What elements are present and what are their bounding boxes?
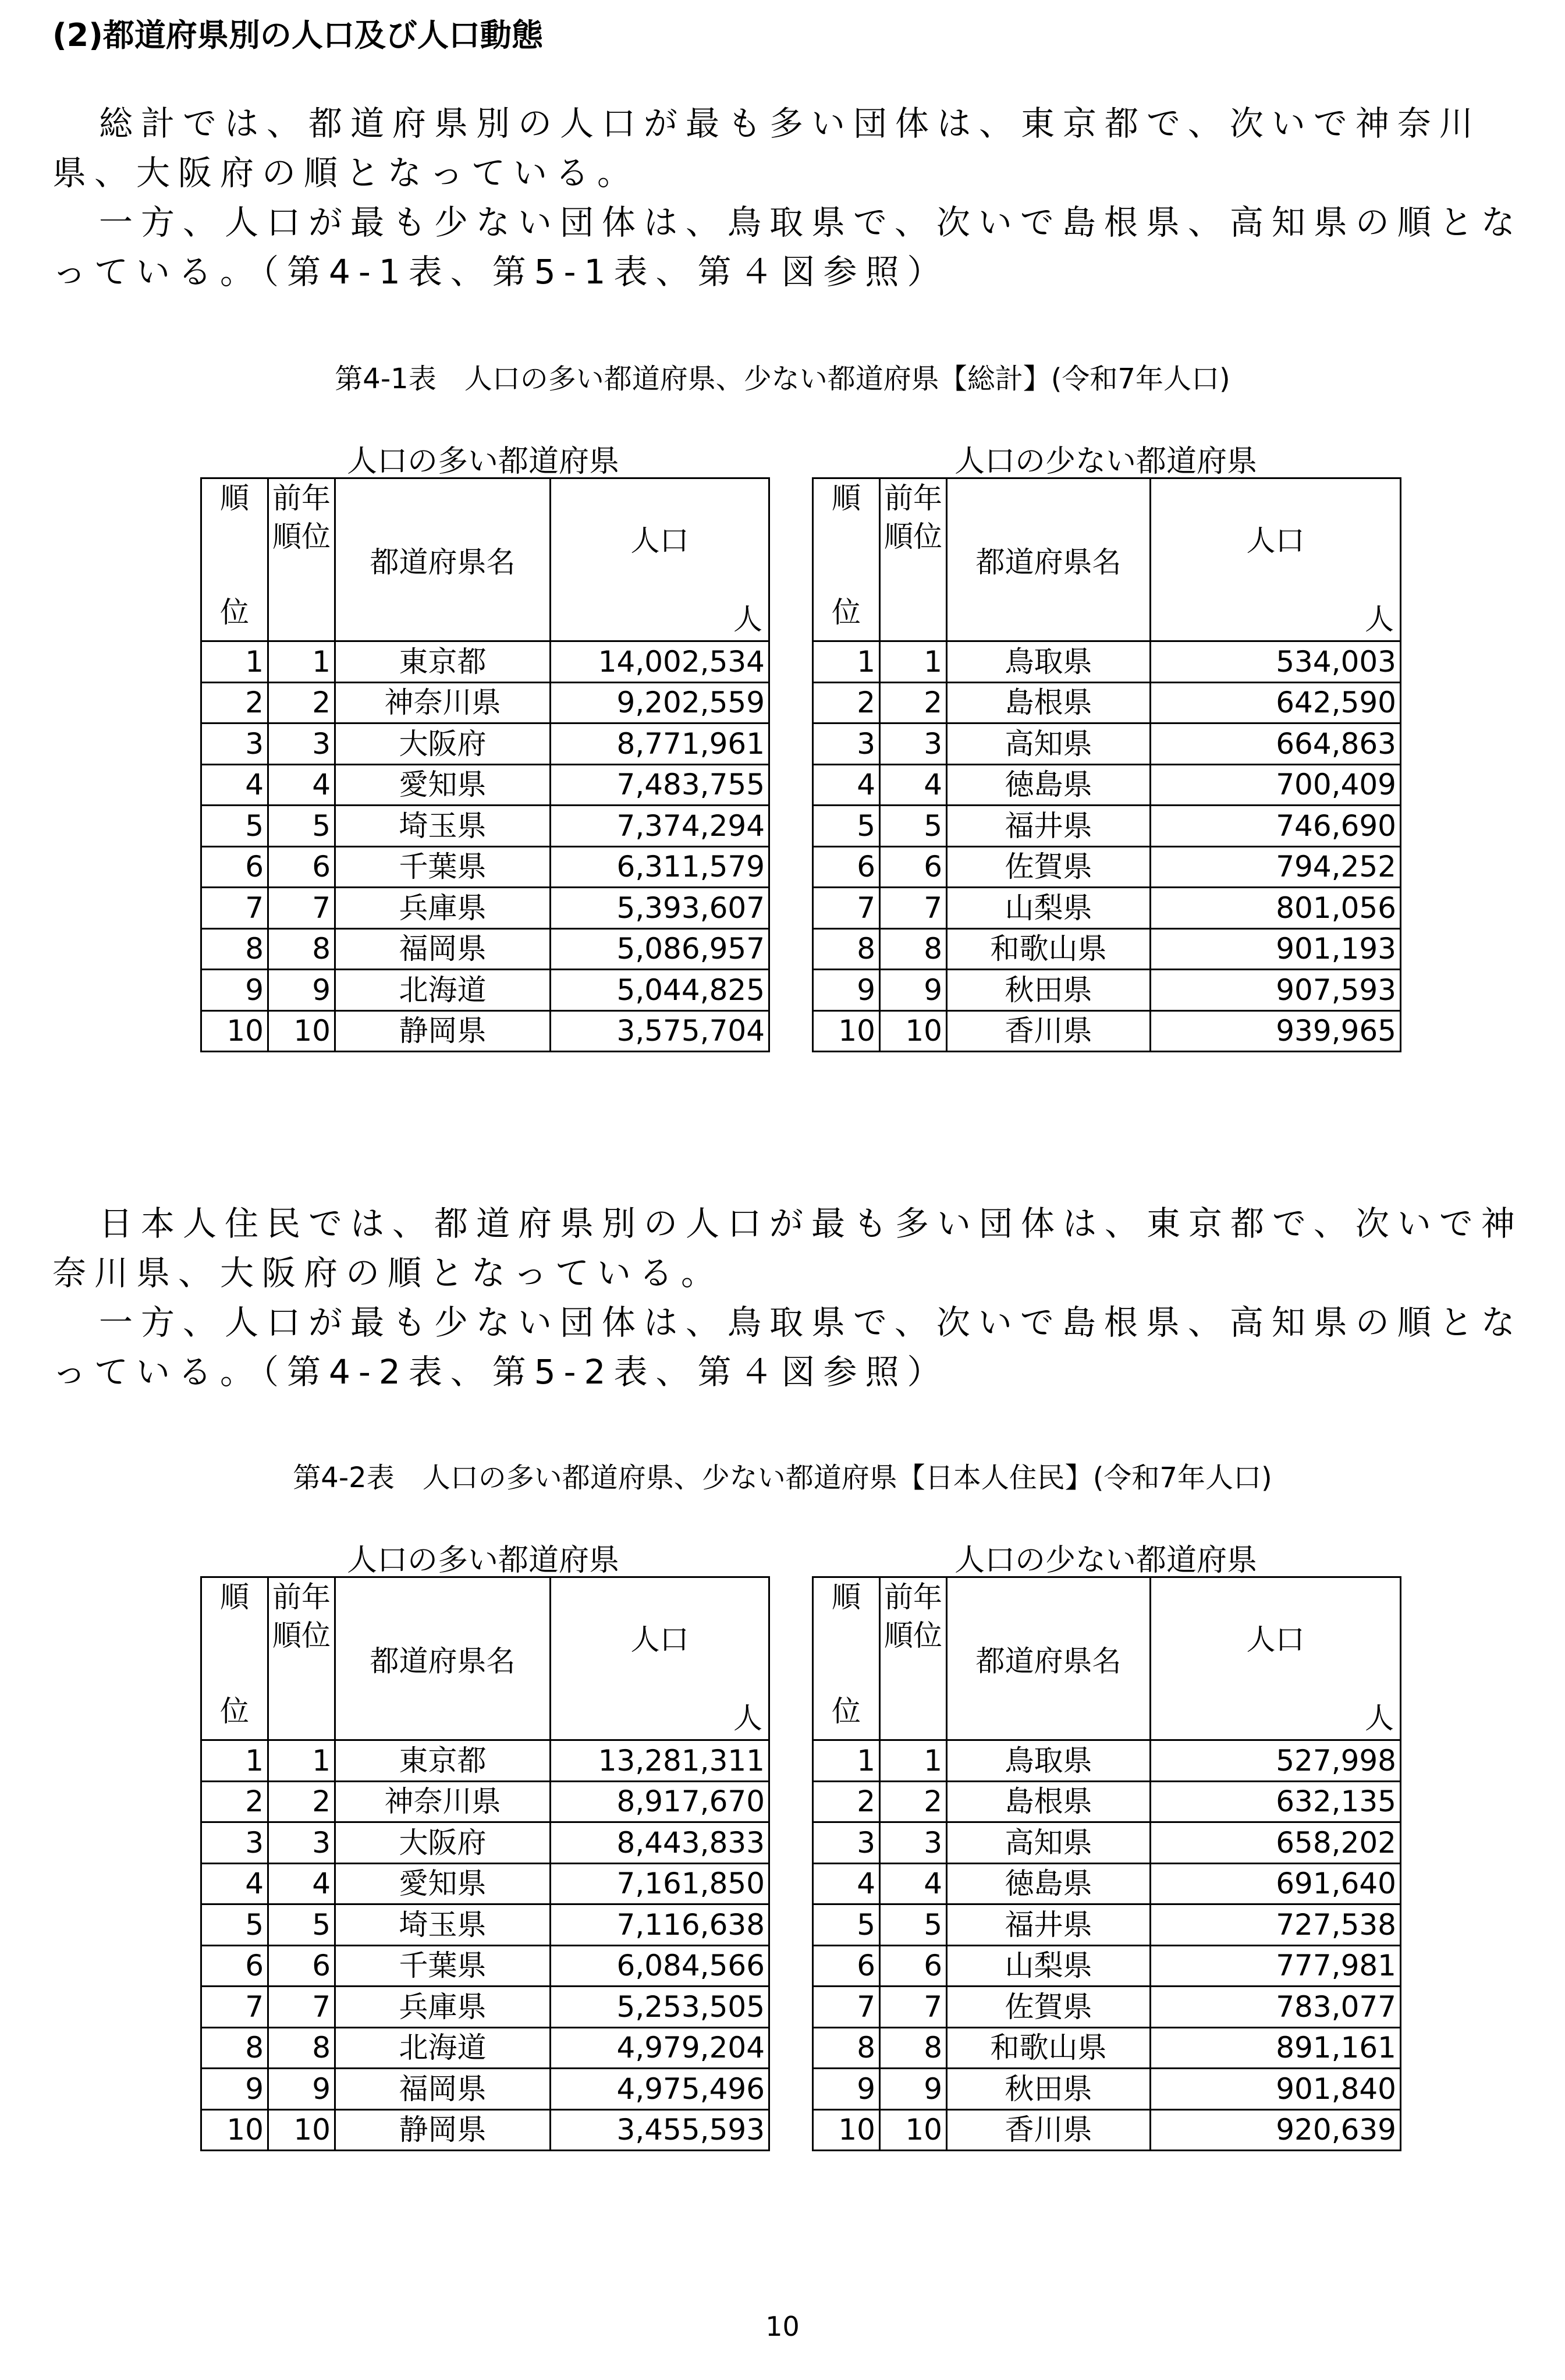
prev-rank-cell: 3 <box>268 1822 335 1864</box>
pref-name-header: 都道府県名 <box>947 1577 1151 1740</box>
rank-header-top: 順 <box>220 1580 249 1614</box>
prev-rank-cell: 7 <box>880 888 947 929</box>
population-cell: 5,044,825 <box>551 970 769 1011</box>
rank-cell: 10 <box>813 1010 880 1052</box>
rank-cell: 2 <box>201 682 268 723</box>
pref-name-cell: 高知県 <box>947 723 1151 765</box>
rank-cell: 10 <box>813 2109 880 2151</box>
population-cell: 9,202,559 <box>551 682 769 723</box>
rank-cell: 5 <box>201 1904 268 1946</box>
table-row <box>201 2069 769 2110</box>
population-cell: 920,639 <box>1151 2109 1401 2151</box>
prev-rank-cell: 6 <box>880 1945 947 1987</box>
prev-rank-cell: 2 <box>880 1781 947 1822</box>
table-row <box>813 682 1401 723</box>
population-cell: 7,374,294 <box>551 806 769 847</box>
population-cell: 14,002,534 <box>551 641 769 683</box>
population-cell: 8,443,833 <box>551 1822 769 1864</box>
pref-name-cell: 福岡県 <box>335 2069 551 2110</box>
population-cell: 901,193 <box>1151 928 1401 970</box>
rank-cell: 8 <box>813 928 880 970</box>
population-header-label: 人口 <box>1246 524 1305 558</box>
population-cell: 658,202 <box>1151 1822 1401 1864</box>
section2-text <box>52 1199 1542 1397</box>
table-row <box>201 723 769 765</box>
pref-name-cell: 愛知県 <box>335 1863 551 1904</box>
population-cell: 691,640 <box>1151 1863 1401 1904</box>
section1-para2: 一方、人口が最も少ない団体は、鳥取県で、次いで島根県、高知県の順となっている。（第4-1表、第5-1表、第４図参照） <box>52 203 1523 292</box>
table-row <box>201 2109 769 2151</box>
pref-name-cell: 島根県 <box>947 682 1151 723</box>
rank-cell: 2 <box>813 1781 880 1822</box>
pref-name-cell: 東京都 <box>335 1740 551 1782</box>
prev-rank-cell: 7 <box>880 1987 947 2028</box>
section1-text <box>52 99 1542 297</box>
prev-rank-cell: 10 <box>268 2109 335 2151</box>
table-row <box>813 1010 1401 1052</box>
population-cell: 13,281,311 <box>551 1740 769 1782</box>
pref-name-cell: 鳥取県 <box>947 641 1151 683</box>
rank-header-top: 順 <box>832 481 861 515</box>
table-header-row <box>813 1577 1401 1740</box>
pref-name-cell: 和歌山県 <box>947 2027 1151 2069</box>
rank-cell: 7 <box>813 888 880 929</box>
table-row <box>813 723 1401 765</box>
prev-rank-cell: 8 <box>880 928 947 970</box>
rank-cell: 9 <box>813 2069 880 2110</box>
prev-rank-cell: 1 <box>880 1740 947 1782</box>
population-cell: 746,690 <box>1151 806 1401 847</box>
population-cell: 3,455,593 <box>551 2109 769 2151</box>
rank-cell: 4 <box>201 1863 268 1904</box>
table-row <box>813 1822 1401 1864</box>
table-row <box>201 1904 769 1946</box>
prev-rank-cell: 3 <box>268 723 335 765</box>
table-row <box>201 1010 769 1052</box>
prev-rank-cell: 2 <box>268 682 335 723</box>
population-cell: 901,840 <box>1151 2069 1401 2110</box>
table-row <box>813 2027 1401 2069</box>
pref-name-cell: 和歌山県 <box>947 928 1151 970</box>
prev-rank-cell: 2 <box>268 1781 335 1822</box>
population-cell: 6,311,579 <box>551 846 769 888</box>
table2-caption: 第4-2表 人口の多い都道府県、少ない都道府県【日本人住民】(令和7年人口) <box>293 1462 1272 1494</box>
pref-name-cell: 佐賀県 <box>947 1987 1151 2028</box>
rank-cell: 5 <box>813 1904 880 1946</box>
table-row <box>201 1987 769 2028</box>
rank-cell: 9 <box>201 2069 268 2110</box>
prev-rank-cell: 5 <box>268 806 335 847</box>
table-row <box>201 1740 769 1782</box>
table-row <box>201 806 769 847</box>
rank-cell: 7 <box>201 1987 268 2028</box>
prev-rank-cell: 4 <box>880 1863 947 1904</box>
prev-rank-cell: 9 <box>268 970 335 1011</box>
pref-name-cell: 神奈川県 <box>335 1781 551 1822</box>
population-cell: 3,575,704 <box>551 1010 769 1052</box>
table1-least-title: 人口の少ない都道府県 <box>954 444 1257 479</box>
prev-rank-cell: 10 <box>880 1010 947 1052</box>
population-cell: 7,116,638 <box>551 1904 769 1946</box>
rank-cell: 3 <box>201 723 268 765</box>
prev-rank-header: 前年順位 <box>880 478 947 641</box>
population-cell: 527,998 <box>1151 1740 1401 1782</box>
table-row <box>813 1987 1401 2028</box>
rank-cell: 6 <box>201 846 268 888</box>
prev-rank-cell: 8 <box>268 2027 335 2069</box>
rank-cell: 10 <box>201 1010 268 1052</box>
prev-rank-cell: 8 <box>268 928 335 970</box>
rank-header-top: 順 <box>832 1580 861 1614</box>
pref-name-cell: 兵庫県 <box>335 1987 551 2028</box>
rank-cell: 9 <box>201 970 268 1011</box>
prev-rank-cell: 1 <box>880 641 947 683</box>
population-cell: 5,253,505 <box>551 1987 769 2028</box>
rank-cell: 4 <box>813 764 880 806</box>
pref-name-cell: 兵庫県 <box>335 888 551 929</box>
table-row <box>201 764 769 806</box>
rank-cell: 8 <box>201 2027 268 2069</box>
table-row <box>201 970 769 1011</box>
rank-header-bottom: 位 <box>832 1694 861 1728</box>
population-cell: 5,393,607 <box>551 888 769 929</box>
prev-rank-header: 前年順位 <box>268 1577 335 1740</box>
population-header-label: 人口 <box>630 524 689 558</box>
population-header <box>1151 478 1401 641</box>
population-cell: 4,979,204 <box>551 2027 769 2069</box>
rank-cell: 8 <box>813 2027 880 2069</box>
rank-header-bottom: 位 <box>220 595 249 629</box>
rank-header-bottom: 位 <box>220 1694 249 1728</box>
pref-name-cell: 福井県 <box>947 1904 1151 1946</box>
rank-cell: 6 <box>201 1945 268 1987</box>
population-cell: 939,965 <box>1151 1010 1401 1052</box>
prev-rank-header: 前年順位 <box>880 1577 947 1740</box>
pref-name-cell: 山梨県 <box>947 1945 1151 1987</box>
prev-rank-cell: 2 <box>880 682 947 723</box>
table-row <box>813 764 1401 806</box>
population-unit: 人 <box>733 602 762 636</box>
population-cell: 7,483,755 <box>551 764 769 806</box>
population-cell: 642,590 <box>1151 682 1401 723</box>
table-row <box>813 2109 1401 2151</box>
rank-cell: 2 <box>813 682 880 723</box>
pref-name-cell: 高知県 <box>947 1822 1151 1864</box>
population-header-label: 人口 <box>1246 1623 1305 1657</box>
table-row <box>813 846 1401 888</box>
pref-name-cell: 福井県 <box>947 806 1151 847</box>
prev-rank-cell: 1 <box>268 641 335 683</box>
population-cell: 794,252 <box>1151 846 1401 888</box>
rank-cell: 5 <box>201 806 268 847</box>
rank-cell: 6 <box>813 1945 880 1987</box>
section1-para1: 総計では、都道府県別の人口が最も多い団体は、東京都で、次いで神奈川県、大阪府の順となっている。 <box>52 104 1481 193</box>
table-row <box>813 806 1401 847</box>
table-row <box>813 1904 1401 1946</box>
table-row <box>201 1781 769 1822</box>
table2-least-title: 人口の少ない都道府県 <box>954 1543 1257 1578</box>
population-cell: 777,981 <box>1151 1945 1401 1987</box>
prev-rank-cell: 5 <box>268 1904 335 1946</box>
prev-rank-cell: 10 <box>268 1010 335 1052</box>
population-unit: 人 <box>733 1701 762 1735</box>
prev-rank-cell: 3 <box>880 723 947 765</box>
section-heading: (2)都道府県別の人口及び人口動態 <box>52 17 543 54</box>
section2-para2: 一方、人口が最も少ない団体は、鳥取県で、次いで島根県、高知県の順となっている。（第4-2表、第5-2表、第４図参照） <box>52 1303 1523 1392</box>
population-cell: 801,056 <box>1151 888 1401 929</box>
rank-cell: 9 <box>813 970 880 1011</box>
rank-cell: 6 <box>813 846 880 888</box>
population-header <box>551 1577 769 1740</box>
population-cell: 783,077 <box>1151 1987 1401 2028</box>
table-row <box>813 970 1401 1011</box>
table-row <box>201 928 769 970</box>
population-header <box>1151 1577 1401 1740</box>
pref-name-cell: 千葉県 <box>335 1945 551 1987</box>
rank-cell: 10 <box>201 2109 268 2151</box>
pref-name-cell: 神奈川県 <box>335 682 551 723</box>
pref-name-cell: 大阪府 <box>335 1822 551 1864</box>
rank-header <box>813 1577 880 1740</box>
rank-cell: 1 <box>813 641 880 683</box>
table-row <box>201 641 769 683</box>
prev-rank-cell: 4 <box>268 764 335 806</box>
page-number: 10 <box>765 2311 800 2342</box>
rank-header-top: 順 <box>220 481 249 515</box>
prev-rank-cell: 6 <box>268 1945 335 1987</box>
table-row <box>813 1740 1401 1782</box>
table-row <box>813 928 1401 970</box>
pref-name-cell: 香川県 <box>947 2109 1151 2151</box>
pref-name-cell: 秋田県 <box>947 2069 1151 2110</box>
table-row <box>201 846 769 888</box>
table2-most-title: 人口の多い都道府県 <box>346 1543 619 1578</box>
prev-rank-cell: 8 <box>880 2027 947 2069</box>
table-row <box>813 2069 1401 2110</box>
rank-cell: 1 <box>201 641 268 683</box>
pref-name-cell: 鳥取県 <box>947 1740 1151 1782</box>
pref-name-cell: 徳島県 <box>947 764 1151 806</box>
rank-cell: 7 <box>813 1987 880 2028</box>
table-row <box>201 682 769 723</box>
pref-name-cell: 山梨県 <box>947 888 1151 929</box>
pref-name-cell: 徳島県 <box>947 1863 1151 1904</box>
rank-cell: 2 <box>201 1781 268 1822</box>
pref-name-cell: 愛知県 <box>335 764 551 806</box>
prev-rank-cell: 4 <box>268 1863 335 1904</box>
prev-rank-cell: 5 <box>880 1904 947 1946</box>
pref-name-cell: 島根県 <box>947 1781 1151 1822</box>
table1-caption: 第4-1表 人口の多い都道府県、少ない都道府県【総計】(令和7年人口) <box>335 363 1230 395</box>
population-cell: 700,409 <box>1151 764 1401 806</box>
pref-name-cell: 大阪府 <box>335 723 551 765</box>
population-cell: 891,161 <box>1151 2027 1401 2069</box>
table-row <box>813 1863 1401 1904</box>
table1-least-table <box>812 477 1401 1052</box>
prev-rank-cell: 7 <box>268 888 335 929</box>
table-row <box>813 641 1401 683</box>
pref-name-header: 都道府県名 <box>947 478 1151 641</box>
population-unit: 人 <box>1365 602 1394 636</box>
pref-name-cell: 東京都 <box>335 641 551 683</box>
rank-cell: 7 <box>201 888 268 929</box>
population-cell: 664,863 <box>1151 723 1401 765</box>
table-header-row <box>201 478 769 641</box>
rank-cell: 4 <box>813 1863 880 1904</box>
prev-rank-cell: 1 <box>268 1740 335 1782</box>
section2-para1: 日本人住民では、都道府県別の人口が最も多い団体は、東京都で、次いで神奈川県、大阪府の順となっている。 <box>52 1204 1523 1293</box>
population-header <box>551 478 769 641</box>
population-cell: 8,917,670 <box>551 1781 769 1822</box>
population-cell: 907,593 <box>1151 970 1401 1011</box>
population-header-label: 人口 <box>630 1623 689 1657</box>
prev-rank-cell: 5 <box>880 806 947 847</box>
population-cell: 7,161,850 <box>551 1863 769 1904</box>
prev-rank-cell: 9 <box>268 2069 335 2110</box>
pref-name-cell: 北海道 <box>335 2027 551 2069</box>
pref-name-cell: 北海道 <box>335 970 551 1011</box>
table1-most-title: 人口の多い都道府県 <box>346 444 619 479</box>
pref-name-header: 都道府県名 <box>335 1577 551 1740</box>
rank-cell: 4 <box>201 764 268 806</box>
population-unit: 人 <box>1365 1701 1394 1735</box>
rank-header-bottom: 位 <box>832 595 861 629</box>
population-cell: 534,003 <box>1151 641 1401 683</box>
pref-name-cell: 秋田県 <box>947 970 1151 1011</box>
rank-cell: 5 <box>813 806 880 847</box>
table-row <box>201 888 769 929</box>
table-row <box>813 1781 1401 1822</box>
pref-name-cell: 静岡県 <box>335 1010 551 1052</box>
prev-rank-cell: 7 <box>268 1987 335 2028</box>
pref-name-cell: 香川県 <box>947 1010 1151 1052</box>
rank-cell: 3 <box>201 1822 268 1864</box>
rank-cell: 1 <box>201 1740 268 1782</box>
population-cell: 5,086,957 <box>551 928 769 970</box>
table-row <box>201 2027 769 2069</box>
pref-name-cell: 静岡県 <box>335 2109 551 2151</box>
pref-name-cell: 福岡県 <box>335 928 551 970</box>
pref-name-cell: 埼玉県 <box>335 1904 551 1946</box>
prev-rank-cell: 4 <box>880 764 947 806</box>
prev-rank-cell: 9 <box>880 970 947 1011</box>
pref-name-header: 都道府県名 <box>335 478 551 641</box>
prev-rank-cell: 9 <box>880 2069 947 2110</box>
population-cell: 8,771,961 <box>551 723 769 765</box>
table2-least-table <box>812 1576 1401 2151</box>
prev-rank-cell: 6 <box>880 846 947 888</box>
rank-header <box>201 1577 268 1740</box>
pref-name-cell: 埼玉県 <box>335 806 551 847</box>
table-header-row <box>813 478 1401 641</box>
population-cell: 727,538 <box>1151 1904 1401 1946</box>
pref-name-cell: 佐賀県 <box>947 846 1151 888</box>
rank-cell: 3 <box>813 723 880 765</box>
table-row <box>201 1863 769 1904</box>
rank-cell: 3 <box>813 1822 880 1864</box>
table2-most-table <box>200 1576 770 2151</box>
rank-header <box>201 478 268 641</box>
table-row <box>813 888 1401 929</box>
prev-rank-header: 前年順位 <box>268 478 335 641</box>
prev-rank-cell: 3 <box>880 1822 947 1864</box>
table1-most-table <box>200 477 770 1052</box>
table-row <box>201 1945 769 1987</box>
rank-header <box>813 478 880 641</box>
pref-name-cell: 千葉県 <box>335 846 551 888</box>
table-header-row <box>201 1577 769 1740</box>
population-cell: 4,975,496 <box>551 2069 769 2110</box>
rank-cell: 8 <box>201 928 268 970</box>
table-row <box>201 1822 769 1864</box>
population-cell: 632,135 <box>1151 1781 1401 1822</box>
population-cell: 6,084,566 <box>551 1945 769 1987</box>
table-row <box>813 1945 1401 1987</box>
prev-rank-cell: 10 <box>880 2109 947 2151</box>
prev-rank-cell: 6 <box>268 846 335 888</box>
rank-cell: 1 <box>813 1740 880 1782</box>
